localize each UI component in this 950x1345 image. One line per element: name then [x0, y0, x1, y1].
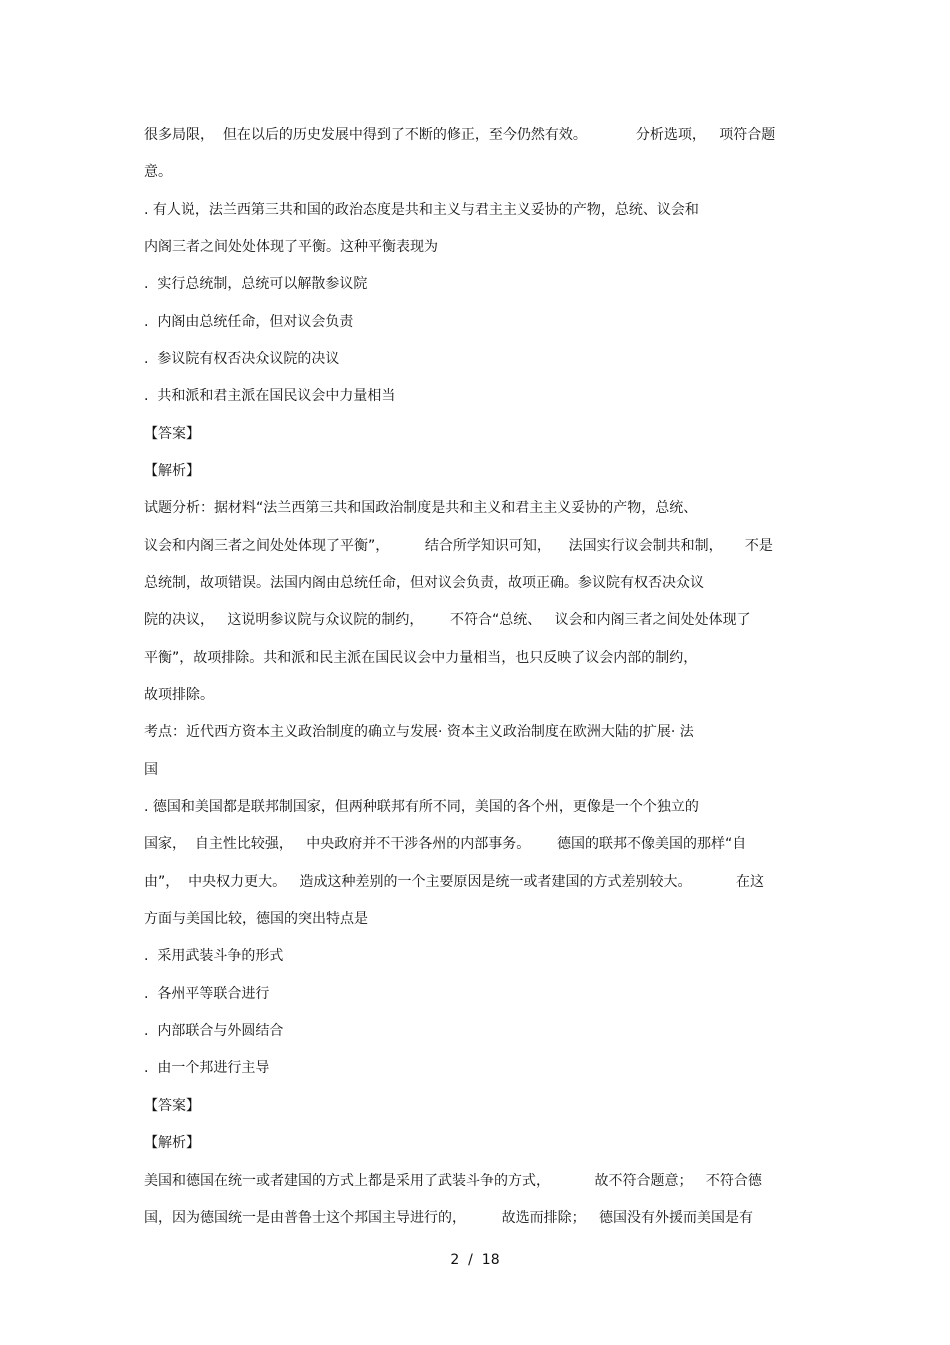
answer-heading: 【答案】 [144, 1098, 200, 1114]
answer-heading: 【答案】 [144, 426, 200, 442]
analysis-text: 故项排除。 [144, 687, 214, 703]
analysis-heading: 【解析】 [144, 463, 200, 479]
option-a: . 采用武装斗争的形式 [144, 948, 284, 964]
option-d: . 由一个邦进行主导 [144, 1060, 270, 1076]
option-c: . 内部联合与外圆结合 [144, 1023, 284, 1039]
option-a: . 实行总统制，总统可以解散参议院 [144, 276, 368, 292]
analysis-text: 议会和内阁三者之间处处体现了平衡”， 结合所学知识可知， 法国实行议会制共和制， 不是 [144, 538, 773, 554]
question-stem: 由”， 中央权力更大。 造成这种差别的一个主要原因是统一或者建国的方式差别较大。 在这 [144, 874, 765, 890]
topic-note: 国 [144, 762, 158, 778]
text-line: 很多局限， 但在以后的历史发展中得到了不断的修正，至今仍然有效。 分析选项， 项符合题 [144, 127, 776, 143]
page-number: 2 / 18 [450, 1252, 500, 1268]
text-line: 意。 [144, 164, 172, 180]
analysis-text: 平衡”，故项排除。共和派和民主派在国民议会中力量相当，也只反映了议会内部的制约， [144, 650, 698, 666]
topic-note: 考点：近代西方资本主义政治制度的确立与发展· 资本主义政治制度在欧洲大陆的扩展· 法 [144, 724, 694, 740]
analysis-text: 国，因为德国统一是由普鲁士这个邦国主导进行的， 故选而排除； 德国没有外援而美国是有 [144, 1210, 753, 1226]
question-stem: . 德国和美国都是联邦制国家，但两种联邦有所不同，美国的各个州，更像是一个个独立的 [144, 799, 699, 815]
question-stem: 内阁三者之间处处体现了平衡。这种平衡表现为 [144, 239, 438, 255]
question-stem: 国家， 自主性比较强， 中央政府并不干涉各州的内部事务。 德国的联邦不像美国的那样“自 [144, 836, 747, 852]
analysis-text: 试题分析：据材料“法兰西第三共和国政治制度是共和主义和君主主义妥协的产物，总统、 [144, 500, 698, 516]
analysis-heading: 【解析】 [144, 1135, 200, 1151]
analysis-text: 美国和德国在统一或者建国的方式上都是采用了武装斗争的方式， 故不符合题意； 不符合德 [144, 1173, 762, 1189]
option-c: . 参议院有权否决众议院的决议 [144, 351, 340, 367]
option-b: . 内阁由总统任命，但对议会负责 [144, 314, 354, 330]
analysis-text: 总统制，故项错误。法国内阁由总统任命，但对议会负责，故项正确。参议院有权否决众议 [144, 575, 704, 591]
question-stem: 方面与美国比较，德国的突出特点是 [144, 911, 368, 927]
option-d: . 共和派和君主派在国民议会中力量相当 [144, 388, 396, 404]
question-stem: . 有人说，法兰西第三共和国的政治态度是共和主义与君主主义妥协的产物，总统、议会和 [144, 202, 699, 218]
option-b: . 各州平等联合进行 [144, 986, 270, 1002]
analysis-text: 院的决议， 这说明参议院与众议院的制约， 不符合“总统、 议会和内阁三者之间处处体现了 [144, 612, 751, 628]
